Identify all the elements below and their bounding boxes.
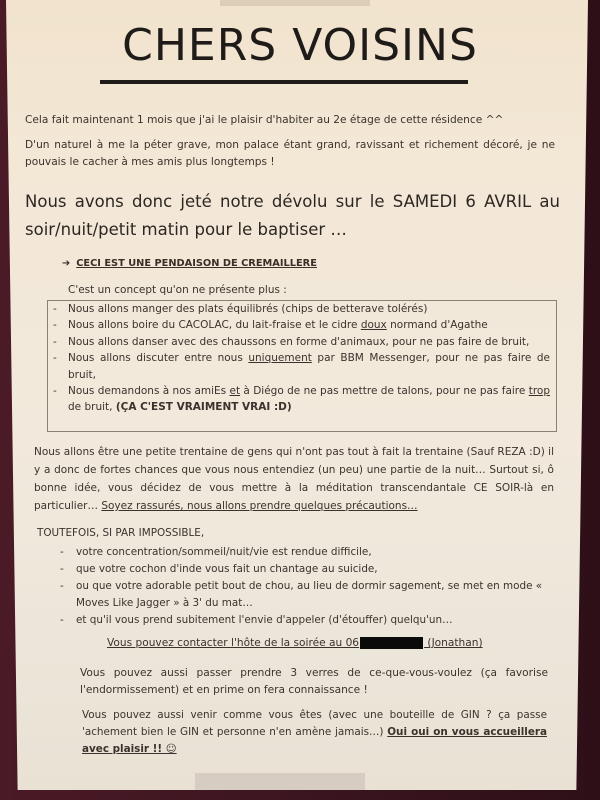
list-item (48, 334, 556, 350)
dash-bullet: - (53, 385, 57, 398)
list-item-text: Nous demandons à nos amiEs (68, 385, 230, 398)
intro-paragraph-1: Cela fait maintenant 1 mois que j'ai le plaisir d'habiter au 2e étage de cette résidence ^^ (25, 114, 504, 126)
list-item-text: Nous allons discuter entre nous (68, 352, 249, 365)
list-item (48, 301, 556, 317)
list-item-text: et qu'il vous prend subitement l'envie d'appeler (d'étouffer) quelqu'un… (76, 614, 453, 626)
list-item (48, 383, 556, 416)
right-arrow-icon: ➔ (62, 258, 71, 269)
dash-bullet: - (53, 319, 57, 332)
notice-title: CHERS VOISINS (122, 20, 478, 71)
list-item-text: votre concentration/sommeil/nuit/vie est rendue difficile, (76, 546, 372, 558)
list-item-text: ou que votre adorable petit bout de chou, au lieu de dormir sagement, se met en mode « Moves Like Jagger » à 3' du mat… (76, 580, 543, 609)
redacted-phone-number (360, 637, 423, 649)
noise-paragraph-text: Nous allons être une petite trentaine de gens qui n'ont pas tout à fait la trentaine (Sauf REZA :D) il y a donc de fortes chances que vous nous entendiez (un peu) une partie de la nuit… Surtout si, ô bonne idée, vous décidez de vous mettre à la méditation transcendantale CE SOIR-là en particulier… (34, 446, 554, 512)
list-item (60, 544, 560, 561)
event-label-text: CECI EST UNE PENDAISON DE CREMAILLERE (76, 258, 317, 269)
list-item (48, 317, 556, 333)
gin-paragraph (82, 707, 547, 758)
dash-bullet: - (60, 614, 64, 626)
list-item (60, 612, 560, 629)
list-item (48, 350, 556, 383)
noise-paragraph (34, 443, 554, 515)
gin-paragraph-text: Vous pouvez aussi venir comme vous êtes (avec une bouteille de GIN ? ça passe 'achement bien le GIN et personne n'en amène jamais…) (82, 709, 547, 738)
concept-line: C'est un concept qu'on ne présente plus : (68, 284, 287, 296)
toutefois-heading: TOUTEFOIS, SI PAR IMPOSSIBLE, (37, 527, 205, 539)
bold-text: (ÇA C'EST VRAIMENT VRAI :D) (115, 401, 292, 414)
underlined-word: doux (360, 319, 387, 332)
list-item (60, 561, 560, 578)
dash-bullet: - (60, 546, 64, 558)
list-item-text: Nous allons danser avec des chaussons en forme d'animaux, pour ne pas faire de bruit, (68, 335, 530, 348)
reassurance-text: Soyez rassurés, nous allons prendre quelques précautions… (101, 500, 418, 512)
welcome-text: Oui oui on vous accueillera avec plaisir !! ☺ (82, 726, 547, 755)
list-item-text: par BBM Messenger, pour ne pas faire de bruit, (68, 352, 550, 381)
list-item (60, 578, 560, 612)
intro-paragraph-2: D'un naturel à me la péter grave, mon palace étant grand, ravissant et richement décoré, je ne pouvais le cacher à mes amis plus longtemps ! (25, 139, 555, 168)
list-item-text: que votre cochon d'inde vous fait un chantage au suicide, (76, 563, 378, 575)
contact-line (107, 637, 483, 649)
list-item-text: de bruit, (68, 401, 116, 414)
contact-name: (Jonathan) (424, 637, 483, 649)
list-item-text: Nous allons manger des plats équilibrés (chips de betterave tolérés) (68, 303, 428, 315)
list-item-text: normand d'Agathe (386, 319, 488, 332)
party-rules-box (47, 300, 557, 432)
drinks-paragraph: Vous pouvez aussi passer prendre 3 verres de ce-que-vous-voulez (ça favorise l'endormissement) et en prime on fera connaissance ! (80, 667, 548, 696)
list-item-text: Nous allons boire du CACOLAC, du lait-fraise et le cidre (68, 319, 361, 332)
underlined-word: trop (528, 385, 550, 398)
event-label (62, 258, 317, 269)
dash-bullet: - (53, 335, 57, 348)
dash-bullet: - (60, 563, 64, 575)
dash-bullet: - (60, 580, 64, 592)
conditions-list (60, 544, 560, 629)
title-underline (100, 80, 468, 84)
announcement-paragraph: Nous avons donc jeté notre dévolu sur le SAMEDI 6 AVRIL au soir/nuit/petit matin pour le baptiser … (25, 192, 560, 239)
dash-bullet: - (53, 303, 57, 315)
list-item-text: à Diégo de ne pas mettre de talons, pour ne pas faire (240, 385, 529, 398)
contact-text: Vous pouvez contacter l'hôte de la soirée au 06 (107, 637, 360, 649)
dash-bullet: - (53, 352, 57, 365)
underlined-word: et (229, 385, 241, 398)
underlined-word: uniquement (248, 352, 312, 365)
